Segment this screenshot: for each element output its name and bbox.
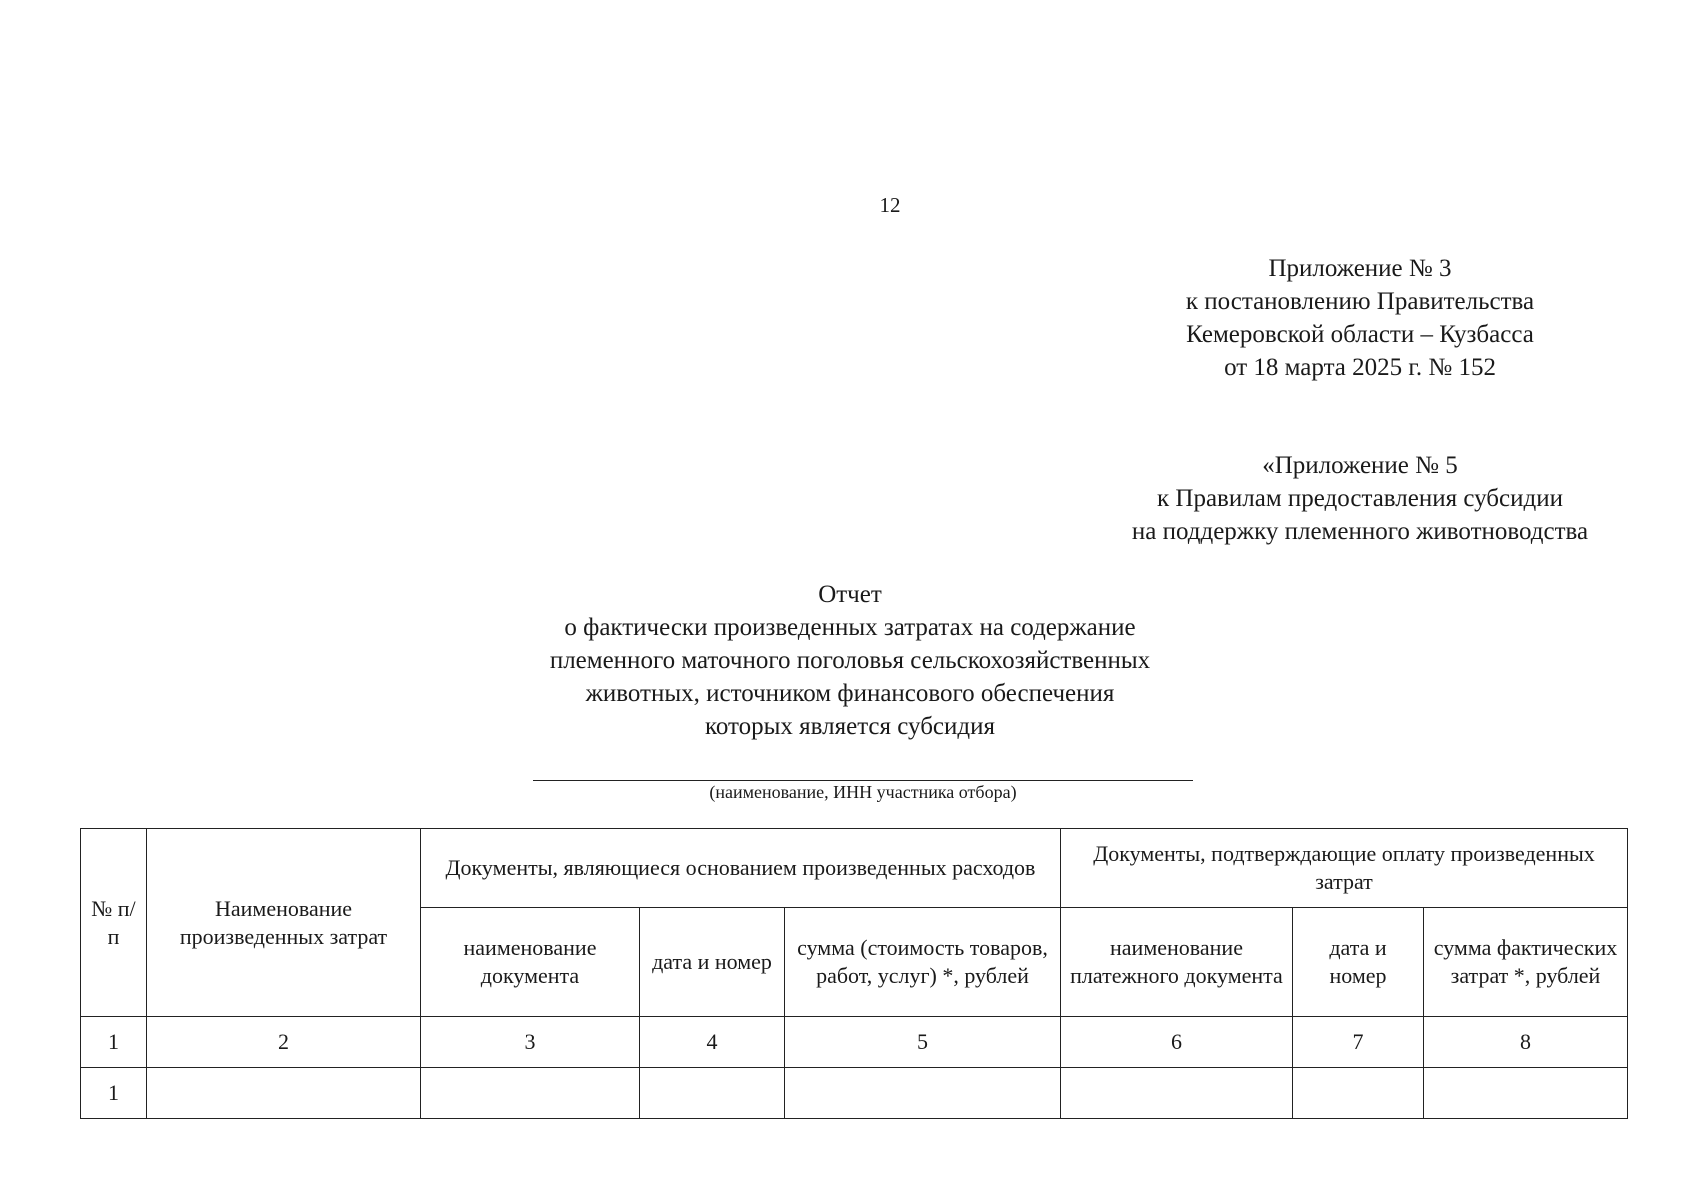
column-number: 4 [640,1017,785,1068]
report-title [470,578,1230,743]
attachment-5-header [1080,449,1640,548]
column-number: 1 [81,1017,147,1068]
attachment-3-line: Приложение № 3 [1268,255,1452,282]
report-title-line: о фактически произведенных затратах на содержание [564,614,1136,641]
attachment-5-line: «Приложение № 5 [1262,452,1458,479]
header-col-payment-date-number: дата и номер [1293,908,1424,1017]
table-header-row [81,829,1628,908]
header-group-basis-docs: Документы, являющиеся основанием произведенных расходов [421,829,1061,908]
header-col-actual-sum: сумма фактических затрат *, рублей [1424,908,1628,1017]
attachment-3-line: от 18 марта 2025 г. № 152 [1224,354,1496,381]
report-title-line: племенного маточного поголовья сельскохозяйственных [549,647,1151,674]
column-number: 3 [421,1017,640,1068]
table-cell [421,1068,640,1119]
table-cell [785,1068,1061,1119]
table-cell [147,1068,421,1119]
attachment-5-line: на поддержку племенного животноводства [1131,518,1589,545]
column-number: 5 [785,1017,1061,1068]
column-number: 8 [1424,1017,1628,1068]
header-group-payment-docs: Документы, подтверждающие оплату произведенных затрат [1061,829,1628,908]
report-title-line: которых является субсидия [704,713,996,740]
attachment-3-line: Кемеровской области – Кузбасса [1186,321,1534,348]
attachment-3-line: к постановлению Правительства [1185,288,1535,315]
expense-report-table [80,828,1628,1119]
report-title-line: Отчет [818,581,882,608]
table-cell [640,1068,785,1119]
attachment-3-header [1150,252,1570,384]
table-cell [1061,1068,1293,1119]
header-col-expense-name: Наименование произведенных затрат [147,829,421,1017]
header-col-no: № п/п [81,829,147,1017]
attachment-5-line: к Правилам предоставления субсидии [1157,485,1563,512]
table-cell [1424,1068,1628,1119]
column-number: 6 [1061,1017,1293,1068]
column-number-row [81,1017,1628,1068]
participant-name-line [533,780,1193,781]
header-col-doc-date-number: дата и номер [640,908,785,1017]
header-col-doc-sum: сумма (стоимость товаров, работ, услуг) *, рублей [785,908,1061,1017]
table-cell [1293,1068,1424,1119]
participant-caption: (наименование, ИНН участника отбора) [709,782,1017,802]
column-number: 2 [147,1017,421,1068]
header-col-payment-doc-name: наименование платежного документа [1061,908,1293,1017]
column-number: 7 [1293,1017,1424,1068]
table-cell: 1 [81,1068,147,1119]
header-col-doc-name: наименование документа [421,908,640,1017]
report-title-line: животных, источником финансового обеспечения [585,680,1115,707]
page-number: 12 [879,193,901,217]
table-row [81,1068,1628,1119]
